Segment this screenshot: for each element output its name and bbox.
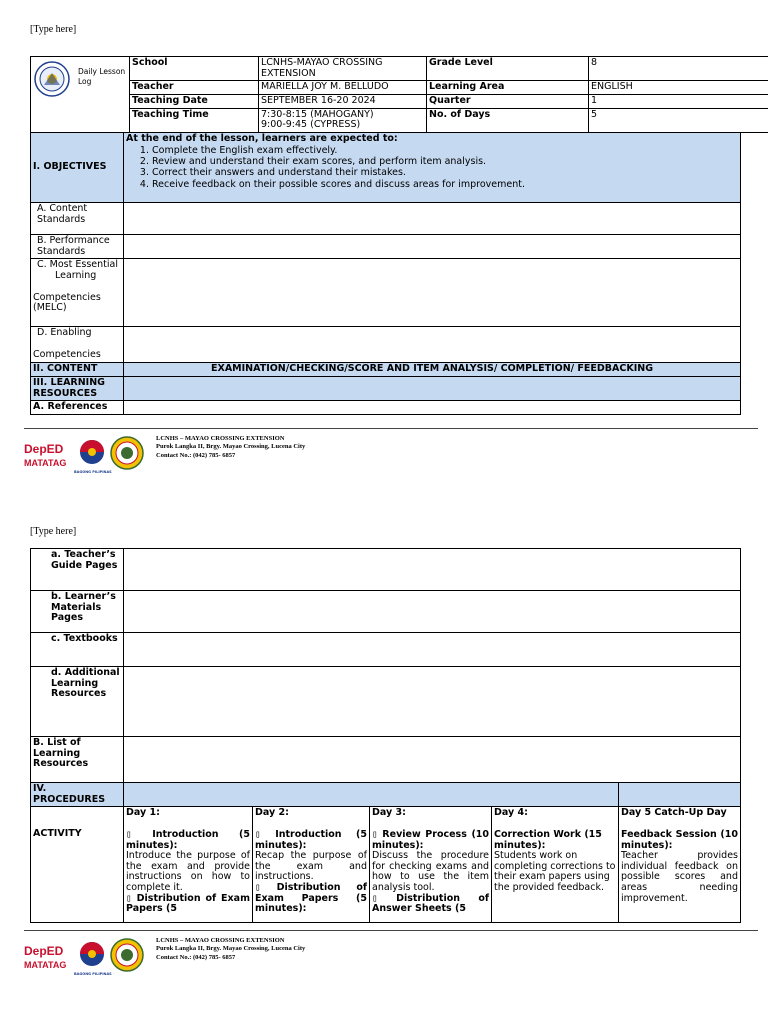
objectives-label: I. OBJECTIVES — [31, 133, 124, 203]
content-standards-value — [124, 203, 741, 235]
day-1-head2: Distribution of Exam Papers (5 — [126, 892, 250, 915]
bullet-icon: ▯ — [126, 892, 132, 904]
day-1-cell — [124, 807, 253, 923]
additional-value — [124, 667, 741, 737]
school-seal-icon — [110, 938, 144, 972]
bullet-icon: ▯ — [255, 828, 261, 840]
bullet-icon: ▯ — [126, 828, 132, 840]
melc-value — [124, 259, 741, 327]
matatag-logo: MATATAG — [24, 960, 67, 970]
performance-standards-label: B. Performance Standards — [31, 235, 124, 259]
day-5-head: Feedback Session (10 minutes): — [621, 828, 738, 851]
footer-text — [156, 937, 356, 962]
bagong-pilipinas-icon — [76, 940, 108, 970]
procedures-label: IV. PROCEDURES — [31, 783, 124, 807]
school-seal-icon — [110, 436, 144, 470]
date-label: Teaching Date — [130, 94, 259, 108]
footer-divider-2 — [24, 930, 758, 931]
melc-label-line3: Competencies (MELC) — [33, 291, 101, 314]
enabling-value — [124, 327, 741, 363]
content-value: EXAMINATION/CHECKING/SCORE AND ITEM ANALYSIS/ COMPLETION/ FEEDBACKING — [124, 363, 741, 377]
day-2-head: Introduction (5 minutes): — [255, 828, 367, 851]
list-value — [124, 737, 741, 783]
header-table — [30, 56, 768, 133]
day-5-body: Teacher provides individual feedback on possible scores and areas needing improvement. — [621, 850, 738, 904]
deped-seal-cell — [31, 57, 130, 133]
learning-resources-label: III. LEARNING RESOURCES — [31, 376, 124, 400]
grade-label: Grade Level — [427, 57, 589, 81]
enabling-label — [31, 327, 124, 363]
day-5-title: Day 5 Catch-Up Day — [621, 807, 727, 819]
bullet-icon: ▯ — [372, 828, 378, 840]
footer-address: Purok Langka II, Brgy. Mayao Crossing, Lucena City — [156, 945, 306, 953]
day-1-body: Introduce the purpose of the exam and provide instructions on how to complete it. — [126, 850, 250, 893]
enabling-label-line2: Competencies — [33, 348, 101, 360]
list-label: B. List of Learning Resources — [31, 737, 124, 783]
footer-1 — [24, 436, 324, 476]
tb-label: c. Textbooks — [31, 633, 124, 667]
objective-item: 4. Receive feedback on their possible scores and discuss areas for improvement. — [152, 179, 738, 190]
teacher-value: MARIELLA JOY M. BELLUDO — [259, 81, 427, 95]
day-3-head2: Distribution of Answer Sheets (5 — [372, 892, 489, 915]
date-value: SEPTEMBER 16-20 2024 — [259, 94, 427, 108]
melc-label — [31, 259, 124, 327]
resources-table — [30, 548, 741, 923]
day-2-head2: Distribution of Exam Papers (5 minutes): — [255, 882, 367, 915]
day-4-title: Day 4: — [494, 807, 528, 819]
time-label: Teaching Time — [130, 108, 259, 132]
bagong-pilipinas-label: BAGONG PILIPINAS — [74, 470, 112, 474]
references-value — [124, 401, 741, 415]
area-label: Learning Area — [427, 81, 589, 95]
activity-label: ACTIVITY — [31, 807, 124, 923]
footer-contact: Contact No.: (042) 785- 6857 — [156, 451, 236, 459]
quarter-value: 1 — [589, 94, 768, 108]
day-2-title: Day 2: — [255, 807, 289, 819]
footer-school: LCNHS – MAYAO CROSSING EXTENSION — [156, 937, 285, 944]
time-value-1: 7:30-8:15 (MAHOGANY) — [261, 108, 374, 120]
school-value: LCNHS-MAYAO CROSSING EXTENSION — [259, 57, 427, 81]
melc-label-line2: Learning — [55, 269, 97, 281]
procedures-extra — [619, 783, 741, 807]
day-1-title: Day 1: — [126, 807, 160, 819]
melc-label-line1: C. Most Essential — [37, 259, 118, 271]
footer-divider — [24, 428, 758, 429]
day-1-head: Introduction (5 minutes): — [126, 828, 250, 851]
teacher-label: Teacher — [130, 81, 259, 95]
dll-title: Daily Lesson Log — [78, 67, 126, 87]
content-standards-label: A. Content Standards — [31, 203, 124, 235]
day-3-head: Review Process (10 minutes): — [372, 828, 489, 851]
day-2-cell — [253, 807, 370, 923]
procedures-value — [124, 783, 619, 807]
objectives-table — [30, 132, 741, 415]
lm-label: b. Learner’s Materials Pages — [31, 591, 124, 633]
deped-seal-icon — [34, 61, 70, 97]
footer-address: Purok Langka II, Brgy. Mayao Crossing, Lucena City — [156, 443, 306, 451]
objective-item: 1. Complete the English exam effectively. — [152, 145, 738, 156]
day-3-title: Day 3: — [372, 807, 406, 819]
performance-standards-value — [124, 235, 741, 259]
bullet-icon: ▯ — [372, 892, 378, 904]
tg-label: a. Teacher’s Guide Pages — [31, 549, 124, 591]
bagong-pilipinas-label: BAGONG PILIPINAS — [74, 972, 112, 976]
day-3-body: Discuss the procedure for checking exams and how to use the item analysis tool. — [372, 850, 489, 893]
day-5-cell — [619, 807, 741, 923]
footer-school: LCNHS – MAYAO CROSSING EXTENSION — [156, 435, 285, 442]
day-3-cell — [370, 807, 492, 923]
days-label: No. of Days — [427, 108, 589, 132]
additional-label: d. Additional Learning Resources — [31, 667, 124, 737]
footer-contact: Contact No.: (042) 785- 6857 — [156, 953, 236, 961]
bullet-icon: ▯ — [255, 882, 261, 893]
day-4-head: Correction Work (15 minutes): — [494, 828, 602, 851]
school-label: School — [130, 57, 259, 81]
quarter-label: Quarter — [427, 94, 589, 108]
day-4-cell — [492, 807, 619, 923]
objectives-list — [152, 145, 738, 191]
matatag-logo: MATATAG — [24, 458, 67, 468]
objectives-intro: At the end of the lesson, learners are expected to: — [126, 133, 398, 144]
area-value: ENGLISH — [589, 81, 768, 95]
day-4-body: Students work on completing corrections to their exam papers using the provided feedback. — [494, 850, 616, 893]
day-2-body: Recap the purpose of the exam and instructions. — [255, 850, 367, 883]
days-value: 5 — [589, 108, 768, 132]
lm-value — [124, 591, 741, 633]
time-value-2: 9:00-9:45 (CYPRESS) — [261, 119, 361, 131]
tb-value — [124, 633, 741, 667]
footer-2 — [24, 938, 324, 978]
footer-text — [156, 435, 356, 460]
references-label: A. References — [31, 401, 124, 415]
time-value — [259, 108, 427, 132]
tg-value — [124, 549, 741, 591]
bagong-pilipinas-icon — [76, 438, 108, 468]
objective-item: 2. Review and understand their exam scores, and perform item analysis. — [152, 156, 738, 167]
content-label: II. CONTENT — [31, 363, 124, 377]
type-here-header-2: [Type here] — [30, 526, 77, 537]
objective-item: 3. Correct their answers and understand their mistakes. — [152, 167, 738, 178]
enabling-label-line1: D. Enabling — [37, 327, 92, 339]
deped-logo: DepED — [24, 442, 64, 456]
type-here-header: [Type here] — [30, 24, 77, 35]
learning-resources-value — [124, 376, 741, 400]
deped-logo: DepED — [24, 944, 64, 958]
objectives-content — [124, 133, 741, 203]
grade-value: 8 — [589, 57, 768, 81]
